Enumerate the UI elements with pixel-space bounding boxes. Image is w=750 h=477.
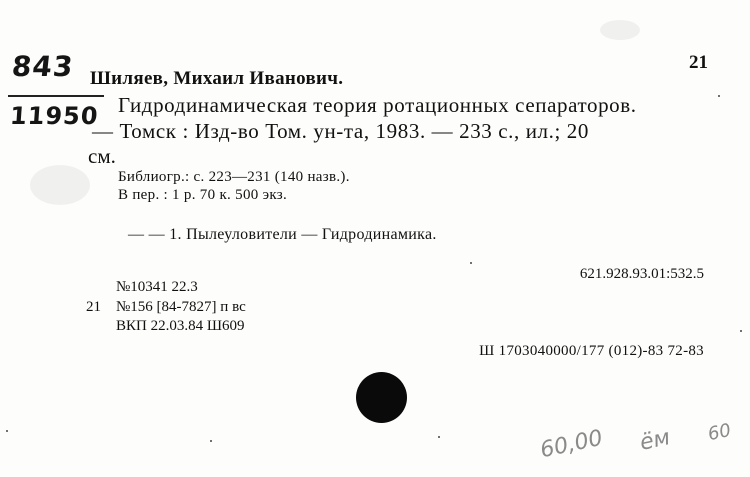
- smudge: [600, 20, 640, 40]
- speck: [718, 95, 720, 97]
- handwritten-inventory-number: 11950: [9, 102, 100, 130]
- pencil-note: 60,00: [538, 425, 605, 464]
- subject-headings: — — 1. Пылеуловители — Гидродинамика.: [128, 226, 437, 243]
- pencil-note: ём: [637, 425, 673, 456]
- registration-line: №10341 22.3: [116, 279, 198, 295]
- imprint-line: — Томск : Изд-во Том. ун-та, 1983. — 233 с., ил.; 20: [92, 119, 589, 143]
- title-line: Гидродинамическая теория ротационных сепараторов.: [118, 93, 637, 117]
- handwritten-divider-line: [8, 95, 104, 97]
- speck: [438, 436, 440, 438]
- speck: [210, 440, 212, 442]
- registration-line: №156 [84-7827] п вс: [116, 299, 246, 315]
- speck: [6, 430, 8, 432]
- smudge: [30, 165, 90, 205]
- udc-classification: 621.928.93.01:532.5: [579, 266, 704, 282]
- handwritten-shelf-number: 843: [10, 50, 76, 83]
- bibliography-note: Библиогр.: с. 223—231 (140 назв.).: [118, 169, 350, 185]
- catalog-code: Ш 1703040000/177 (012)-83 72-83: [479, 343, 704, 359]
- corner-number: 21: [689, 52, 708, 73]
- punch-hole: [356, 372, 407, 423]
- registration-prefix: 21: [86, 299, 101, 315]
- speck: [740, 330, 742, 332]
- author-heading: Шиляев, Михаил Иванович.: [90, 68, 344, 89]
- imprint-line-continuation: см.: [88, 144, 116, 168]
- binding-price-note: В пер. : 1 р. 70 к. 500 экз.: [118, 187, 287, 203]
- speck: [470, 262, 472, 264]
- pencil-note: 60: [706, 419, 733, 446]
- registration-line: ВКП 22.03.84 Ш609: [116, 318, 245, 334]
